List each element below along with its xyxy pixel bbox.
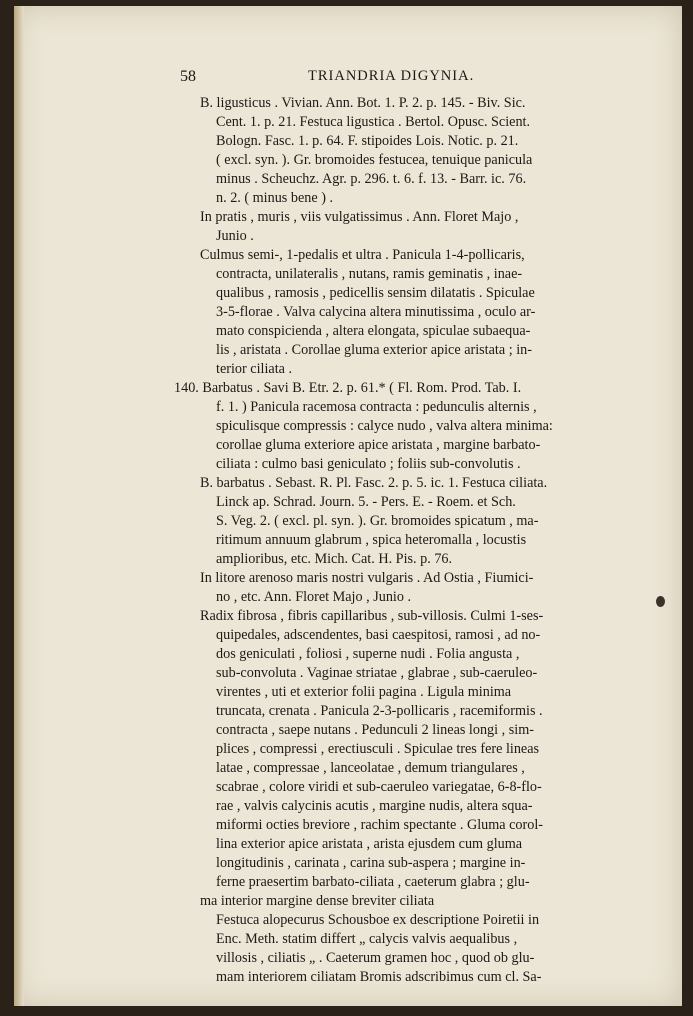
text-line: lis , aristata . Corollae gluma exterior apice aristata ; in-: [216, 342, 532, 358]
text-line: Festuca alopecurus Schousboe ex descriptione Poiretii in: [216, 912, 540, 928]
text-line: In pratis , muris , viis vulgatissimus . Ann. Floret Majo ,: [200, 209, 519, 225]
text-line: mam interiorem ciliatam Bromis adscribimus cum cl. Sa-: [216, 969, 542, 985]
text-line: Linck ap. Schrad. Journ. 5. - Pers. E. - Roem. et Sch.: [216, 494, 516, 510]
text-line: no , etc. Ann. Floret Majo , Junio .: [216, 589, 412, 605]
text-line: Radix fibrosa , fibris capillaribus , sub-villosis. Culmi 1-ses-: [200, 608, 544, 624]
text-line: lina exterior apice aristata , arista ejusdem cum gluma: [216, 836, 523, 852]
text-line: scabrae , colore viridi et sub-caeruleo variegatae, 6-8-flo-: [216, 779, 542, 795]
page-header: [14, 68, 682, 92]
text-line: f. 1. ) Panicula racemosa contracta : pedunculis alternis ,: [216, 399, 537, 415]
text-line: Enc. Meth. statim differt „ calycis valvis aequalibus ,: [216, 931, 518, 947]
text-line: virentes , uti et exterior folii pagina . Ligula minima: [216, 684, 512, 700]
text-line: ciliata : culmo basi geniculato ; foliis sub-convolutis .: [216, 456, 521, 472]
text-line: rae , valvis calycinis acutis , margine nudis, altera squa-: [216, 798, 533, 814]
text-line: miformi octies breviore , rachim spectante . Gluma corol-: [216, 817, 543, 833]
text-line: quipedales, adscendentes, basi caespitosi, ramosi , ad no-: [216, 627, 541, 643]
text-line: ( excl. syn. ). Gr. bromoides festucea, tenuique panicula: [216, 152, 533, 168]
text-line: terior ciliata .: [216, 361, 293, 377]
text-line: ritimum annuum glabrum , spica heteromalla , locustis: [216, 532, 527, 548]
text-line: Junio .: [216, 228, 254, 244]
text-line: latae , compressae , lanceolatae , demum triangulares ,: [216, 760, 525, 776]
text-line: mato conspicienda , altera elongata, spiculae subaequa-: [216, 323, 531, 339]
text-line: sub-convoluta . Vaginae striatae , glabrae , sub-caeruleo-: [216, 665, 538, 681]
text-line: spiculisque compressis : calyce nudo , valva altera minima:: [216, 418, 553, 434]
text-line: B. ligusticus . Vivian. Ann. Bot. 1. P. 2. p. 145. - Biv. Sic.: [200, 95, 526, 111]
text-line: 3-5-florae . Valva calycina altera minutissima , oculo ar-: [216, 304, 536, 320]
text-line: ma interior margine dense breviter ciliata: [200, 893, 435, 909]
text-line: Cent. 1. p. 21. Festuca ligustica . Bertol. Opusc. Scient.: [216, 114, 531, 130]
ink-blot: [656, 596, 665, 607]
text-line: Bologn. Fasc. 1. p. 64. F. stipoides Lois. Notic. p. 21.: [216, 133, 519, 149]
book-page: [14, 6, 682, 1006]
text-line: minus . Scheuchz. Agr. p. 296. t. 6. f. 13. - Barr. ic. 76.: [216, 171, 527, 187]
text-line: ferne praesertim barbato-ciliata , caeterum glabra ; glu-: [216, 874, 530, 890]
text-line: plices , compressi , erectiusculi . Spiculae tres fere lineas: [216, 741, 540, 757]
text-line: truncata, crenata . Panicula 2-3-pollicaris , racemiformis .: [216, 703, 543, 719]
text-line: longitudinis , carinata , carina sub-aspera ; margine in-: [216, 855, 526, 871]
text-line: 140. Barbatus . Savi B. Etr. 2. p. 61.* ( Fl. Rom. Prod. Tab. I.: [174, 380, 522, 396]
text-line: In litore arenoso maris nostri vulgaris . Ad Ostia , Fiumici-: [200, 570, 534, 586]
running-title: TRIANDRIA DIGYNIA.: [308, 68, 475, 84]
text-line: dos geniculati , foliosi , superne nudi . Folia angusta ,: [216, 646, 520, 662]
text-line: contracta, unilateralis , nutans, ramis geminatis , inae-: [216, 266, 523, 282]
text-line: villosis , ciliatis „ . Caeterum gramen hoc , quod ob glu-: [216, 950, 535, 966]
text-line: qualibus , ramosis , pedicellis sensim dilatatis . Spiculae: [216, 285, 535, 301]
text-line: contracta , saepe nutans . Pedunculi 2 lineas longi , sim-: [216, 722, 534, 738]
text-line: Culmus semi-, 1-pedalis et ultra . Panicula 1-4-pollicaris,: [200, 247, 525, 263]
page-spine: [14, 6, 24, 1006]
page-number: 58: [180, 68, 196, 85]
text-line: S. Veg. 2. ( excl. pl. syn. ). Gr. bromoides spicatum , ma-: [216, 513, 539, 529]
text-line: n. 2. ( minus bene ) .: [216, 190, 334, 206]
text-line: amplioribus, etc. Mich. Cat. H. Pis. p. 76.: [216, 551, 453, 567]
text-line: corollae gluma exteriore apice aristata , margine barbato-: [216, 437, 541, 453]
text-line: B. barbatus . Sebast. R. Pl. Fasc. 2. p. 5. ic. 1. Festuca ciliata.: [200, 475, 548, 491]
